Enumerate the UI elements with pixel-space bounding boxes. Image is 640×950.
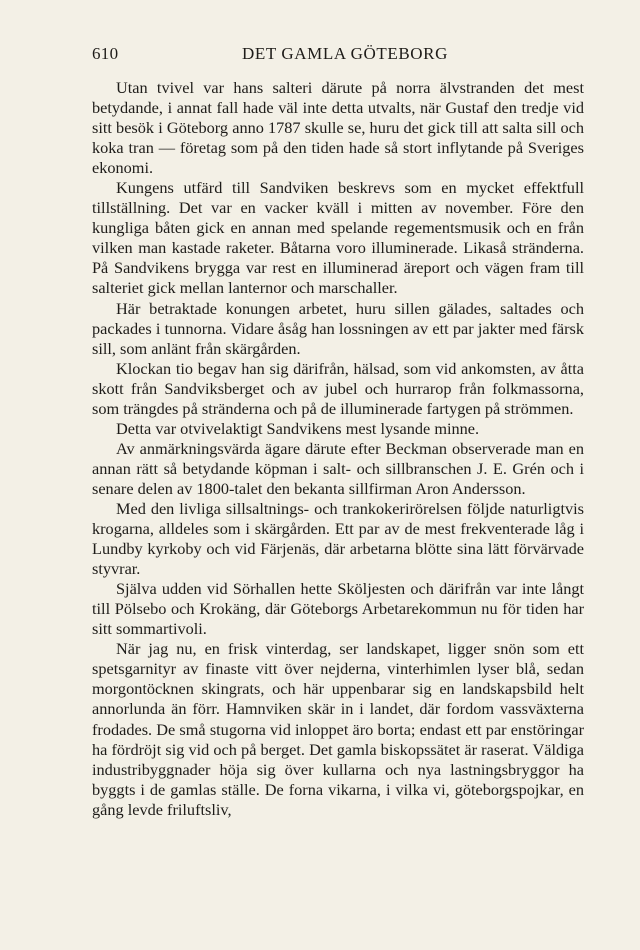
paragraph: Klockan tio begav han sig därifrån, hälsad, som vid ankomsten, av åtta skott från Sandviksberget och av jubel och hurrarop från folkmassorna, som trängdes på stränderna och på de illuminerade fartygen på strömmen.: [92, 358, 584, 418]
paragraph: När jag nu, en frisk vinterdag, ser landskapet, ligger snön som ett spetsgarnityr av finaste vitt över nejderna, vinterhimlen lyser blå, sedan morgontöcknen skingrats, och här uppenbarar sig en landskapsbild helt annorlunda än förr. Hamnviken skär in i landet, där fordom vassväxterna frodades. De små stugorna vid inloppet äro borta; endast ett par enstöringar ha fördröjt sig vid och på berget. Det gamla biskopssätet är raserat. Väldiga industribyggnader höja sig över kullarna och nya lastningsbryggor ha byggts i de gamlas ställe. De forna vikarna, i vilka vi, göteborgspojkar, en gång levde friluftsliv,: [92, 639, 584, 819]
page-number: 610: [92, 44, 119, 63]
paragraph: Detta var otvivelaktigt Sandvikens mest lysande minne.: [116, 418, 480, 438]
paragraph: Med den livliga sillsaltnings- och trankokerirörelsen följde naturligtvis krogarna, alldeles som i skärgården. Ett par av de mest frekventerade låg i Lundby kyrkoby och vid Färjenäs, där arbetarna blötte sina lätt förvärvade styvrar.: [92, 498, 584, 579]
page-header: [92, 44, 584, 68]
paragraph: Av anmärkningsvärda ägare därute efter Beckman observerade man en annan rätt så betydande köpman i salt- och sillbranschen J. E. Grén och i senare delen av 1800-talet den bekanta sillfirman Aron Andersson.: [92, 438, 584, 498]
running-title: DET GAMLA GÖTEBORG: [242, 44, 448, 63]
paragraph: Själva udden vid Sörhallen hette Sköljesten och därifrån var inte långt till Pölsebo och Krokäng, där Göteborgs Arbetarekommun nu för tiden har sitt sommartivoli.: [92, 579, 584, 639]
paragraph: Kungens utfärd till Sandviken beskrevs som en mycket effektfull tillställning. Det var en vacker kväll i mitten av november. Före den kungliga båten gick en annan med spelande regementsmusik och en från vilken man kastade raketer. Båtarna voro illuminerade. Likaså stränderna. På Sandvikens brygga var rest en illuminerad äreport och vägen fram till salteriet gick mellan lanternor och marschaller.: [92, 178, 584, 298]
paragraph: Utan tvivel var hans salteri därute på norra älvstranden det mest betydande, i annat fall hade väl inte detta utvalts, när Gustaf den tredje vid sitt besök i Göteborg anno 1787 skulle se, huru det gick till att salta sill och koka tran — företag som på den tiden hade så stort inflytande på Sveriges ekonomi.: [92, 78, 584, 178]
paragraph: Här betraktade konungen arbetet, huru sillen gälades, saltades och packades i tunnorna. Vidare åsåg han lossningen av ett par jakter med färsk sill, som anlänt från skärgården.: [92, 298, 584, 358]
body-text: [92, 78, 584, 820]
